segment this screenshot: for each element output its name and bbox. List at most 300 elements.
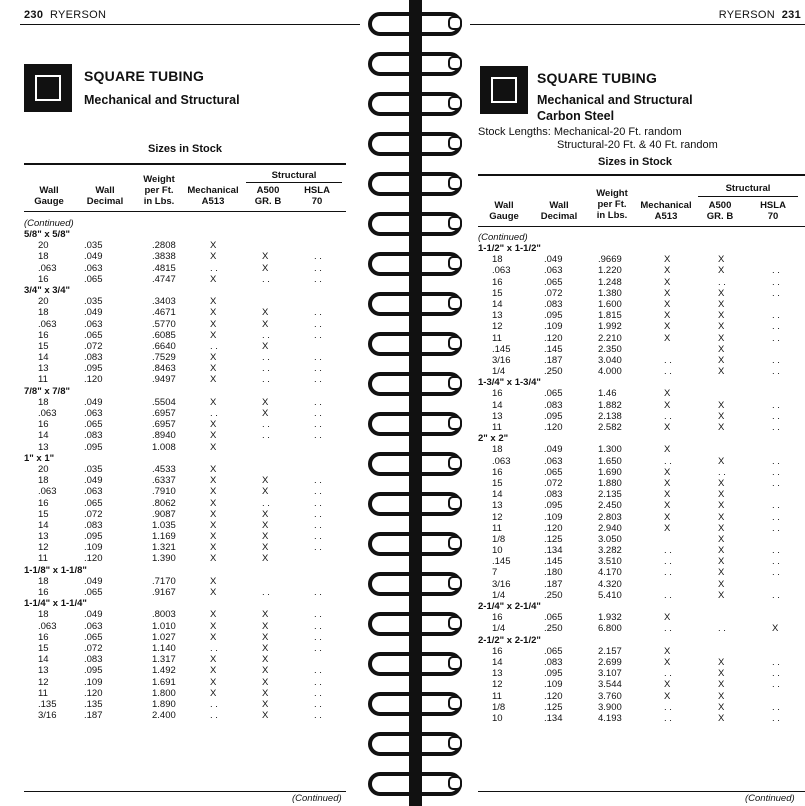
table-row — [24, 665, 346, 676]
mechanical-cell: X — [664, 399, 671, 411]
table-row — [478, 679, 805, 690]
wall-decimal-cell: .120 — [544, 690, 563, 702]
wall-gauge-cell: .063 — [38, 408, 57, 419]
left-bottom-rule — [24, 791, 346, 792]
wall-decimal-cell: .120 — [544, 422, 563, 433]
wall-gauge-cell: 16 — [492, 466, 503, 478]
binding-coil — [368, 132, 462, 156]
wall-decimal-cell: .120 — [84, 553, 103, 565]
a500-cell: . . — [262, 363, 270, 375]
mechanical-cell: X — [210, 296, 217, 308]
weight-cell: 1.027 — [152, 631, 176, 643]
wall-gauge-cell: 13 — [492, 668, 503, 680]
table-row — [478, 612, 805, 623]
binding-coil — [368, 52, 462, 76]
hsla-cell: . . — [772, 522, 780, 534]
mechanical-cell: X — [664, 466, 671, 478]
hsla-cell: . . — [314, 251, 322, 263]
a500-cell: . . — [262, 497, 270, 509]
size-section-heading — [478, 243, 805, 254]
table-row — [478, 388, 805, 399]
table-row — [24, 553, 346, 564]
weight-cell: 1.317 — [152, 654, 176, 666]
mechanical-cell: X — [664, 489, 671, 501]
hsla-cell: . . — [314, 609, 322, 621]
weight-cell: 2.803 — [598, 511, 622, 523]
weight-cell: 4.193 — [598, 712, 622, 724]
wall-decimal-cell: .065 — [84, 631, 103, 643]
table-row — [24, 531, 346, 542]
a500-cell: X — [262, 609, 269, 621]
mechanical-cell: X — [210, 497, 217, 509]
table-row — [478, 691, 805, 702]
hsla-cell: . . — [314, 273, 322, 285]
wall-decimal-cell: .065 — [544, 276, 563, 288]
table-row — [478, 702, 805, 713]
wall-gauge-cell: 14 — [492, 656, 503, 668]
wall-gauge-cell: 16 — [38, 587, 49, 598]
mechanical-cell: . . — [664, 589, 672, 601]
weight-cell: .6957 — [152, 419, 176, 431]
weight-cell: 1.650 — [598, 455, 622, 467]
wall-decimal-cell: .072 — [84, 642, 103, 654]
wall-decimal-cell: .145 — [544, 343, 563, 355]
weight-cell: .8463 — [152, 363, 176, 375]
a500-cell: X — [262, 408, 269, 419]
hsla-cell: . . — [314, 318, 322, 330]
weight-cell: .5770 — [152, 318, 176, 330]
mechanical-cell: X — [664, 645, 671, 657]
weight-cell: 1.800 — [152, 687, 176, 699]
table-row — [24, 296, 346, 307]
table-row — [478, 265, 805, 276]
right-bottom-rule — [478, 791, 805, 792]
wall-gauge-cell: 11 — [492, 690, 502, 702]
binding-coil — [368, 252, 462, 276]
a500-cell: X — [718, 489, 725, 501]
mechanical-cell: X — [664, 254, 671, 266]
hsla-cell: . . — [772, 556, 780, 568]
mechanical-cell: . . — [664, 366, 672, 378]
hsla-cell: . . — [772, 511, 780, 523]
wall-gauge-cell: 16 — [38, 497, 49, 509]
hsla-cell: . . — [314, 329, 322, 341]
table-row — [24, 609, 346, 620]
wall-decimal-cell: .049 — [84, 575, 103, 587]
right-continued-top: (Continued) — [478, 232, 528, 243]
right-subtitle: Mechanical and Structural Carbon Steel — [537, 93, 693, 123]
hsla-cell: . . — [772, 712, 780, 724]
mechanical-cell: X — [210, 318, 217, 330]
wall-decimal-cell: .072 — [544, 287, 563, 299]
hsla-cell: X — [772, 623, 779, 635]
size-section-heading — [24, 565, 346, 576]
mechanical-cell: X — [210, 352, 217, 364]
hsla-cell: . . — [772, 287, 780, 299]
right-wall-decimal-header: Wall Decimal — [540, 200, 578, 222]
weight-cell: 1.880 — [598, 477, 622, 489]
table-row — [24, 486, 346, 497]
left-subtitle: Mechanical and Structural — [84, 93, 240, 107]
left-table-body — [24, 229, 346, 721]
right-header-bottom-rule — [478, 226, 805, 227]
hsla-cell: . . — [314, 419, 322, 431]
hsla-cell: . . — [314, 620, 322, 632]
wall-decimal-cell: .063 — [84, 408, 103, 419]
weight-cell: 1.600 — [598, 298, 622, 310]
weight-cell: 3.760 — [598, 690, 622, 702]
mechanical-cell: X — [210, 251, 217, 263]
weight-cell: 2.210 — [598, 332, 622, 344]
wall-gauge-cell: .063 — [38, 318, 57, 330]
table-row — [24, 374, 346, 385]
weight-cell: 1.008 — [152, 441, 176, 453]
wall-gauge-cell: 14 — [38, 519, 49, 531]
hsla-cell: . . — [314, 475, 322, 487]
weight-cell: 1.380 — [598, 287, 622, 299]
table-row — [478, 545, 805, 556]
weight-cell: .7910 — [152, 486, 176, 498]
right-continued-bottom: (Continued) — [745, 793, 795, 804]
a500-cell: X — [718, 354, 725, 366]
binding-coil — [368, 572, 462, 596]
mechanical-cell: X — [210, 542, 217, 554]
wall-decimal-cell: .109 — [544, 321, 563, 333]
table-row — [24, 419, 346, 430]
wall-decimal-cell: .095 — [84, 441, 103, 453]
mechanical-cell: X — [210, 273, 217, 285]
wall-decimal-cell: .250 — [544, 366, 563, 378]
a500-cell: X — [718, 410, 725, 422]
hsla-cell: . . — [314, 519, 322, 531]
left-title: SQUARE TUBING — [84, 68, 205, 84]
hsla-cell: . . — [772, 701, 780, 713]
mechanical-cell: X — [664, 511, 671, 523]
weight-cell: .8003 — [152, 609, 176, 621]
hsla-cell: . . — [314, 352, 322, 364]
a500-cell: X — [718, 578, 725, 590]
table-row — [24, 397, 346, 408]
wall-decimal-cell: .083 — [544, 656, 563, 668]
hsla-cell: . . — [772, 399, 780, 411]
mechanical-cell: X — [664, 444, 671, 456]
mechanical-cell: . . — [210, 710, 218, 722]
mechanical-cell: . . — [664, 712, 672, 724]
wall-decimal-cell: .083 — [544, 489, 563, 501]
hsla-cell: . . — [772, 366, 780, 378]
table-row — [24, 699, 346, 710]
hsla-cell: . . — [772, 410, 780, 422]
left-structural-rule — [246, 182, 342, 183]
size-section-heading — [24, 229, 346, 240]
hsla-cell: . . — [772, 679, 780, 691]
mechanical-cell: X — [664, 679, 671, 691]
spiral-binding — [360, 0, 470, 806]
a500-cell: X — [718, 310, 725, 322]
a500-cell: X — [718, 556, 725, 568]
weight-cell: .8062 — [152, 497, 176, 509]
hsla-cell: . . — [314, 665, 322, 677]
binding-coil — [368, 292, 462, 316]
weight-cell: 1.691 — [152, 676, 176, 688]
wall-decimal-cell: .049 — [544, 444, 563, 456]
wall-decimal-cell: .065 — [544, 612, 563, 624]
wall-gauge-cell: 14 — [38, 352, 49, 364]
weight-cell: 2.450 — [598, 500, 622, 512]
table-row — [24, 363, 346, 374]
weight-cell: 5.410 — [598, 589, 622, 601]
mechanical-cell: X — [664, 690, 671, 702]
mechanical-cell: X — [210, 553, 217, 565]
wall-gauge-cell: 16 — [492, 612, 503, 624]
a500-cell: X — [718, 399, 725, 411]
a500-cell: X — [262, 262, 269, 274]
right-structural-rule — [698, 196, 798, 197]
binding-coil — [368, 772, 462, 796]
hsla-cell: . . — [772, 477, 780, 489]
wall-gauge-cell: 18 — [38, 475, 49, 487]
a500-cell: X — [262, 396, 269, 408]
a500-cell: X — [718, 332, 725, 344]
a500-cell: . . — [262, 273, 270, 285]
hsla-cell: . . — [772, 545, 780, 557]
a500-cell: X — [718, 321, 725, 333]
table-row — [478, 512, 805, 523]
hsla-cell: . . — [314, 698, 322, 710]
a500-cell: X — [718, 567, 725, 579]
wall-decimal-cell: .120 — [84, 687, 103, 699]
table-row — [478, 646, 805, 657]
table-row — [478, 277, 805, 288]
a500-cell: . . — [262, 587, 270, 598]
left-folio: 230 RYERSON — [24, 9, 107, 21]
size-section-heading — [478, 433, 805, 444]
wall-gauge-cell: 1/4 — [492, 589, 506, 601]
wall-decimal-cell: .120 — [544, 522, 563, 534]
mechanical-cell: X — [210, 531, 217, 543]
size-section-label: 2" x 2" — [478, 433, 509, 445]
wall-decimal-cell: .095 — [544, 310, 563, 322]
mechanical-cell: . . — [210, 340, 218, 352]
mechanical-cell: X — [664, 500, 671, 512]
left-a500-header: A500 GR. B — [254, 185, 282, 207]
wall-gauge-cell: 11 — [492, 332, 502, 344]
hsla-cell: . . — [314, 587, 322, 598]
wall-decimal-cell: .250 — [544, 589, 563, 601]
wall-gauge-cell: 13 — [492, 500, 503, 512]
a500-cell: X — [262, 710, 269, 722]
wall-gauge-cell: 18 — [492, 444, 503, 456]
wall-decimal-cell: .095 — [544, 668, 563, 680]
wall-decimal-cell: .065 — [84, 273, 103, 285]
wall-gauge-cell: 20 — [38, 296, 49, 308]
wall-decimal-cell: .083 — [84, 352, 103, 364]
wall-gauge-cell: .063 — [38, 620, 57, 632]
mechanical-cell: X — [664, 612, 671, 624]
wall-gauge-cell: 15 — [38, 508, 49, 520]
table-row — [24, 307, 346, 318]
left-hsla-header: HSLA 70 — [304, 185, 330, 207]
mechanical-cell: X — [664, 276, 671, 288]
wall-gauge-cell: 1/4 — [492, 623, 506, 635]
table-row — [24, 542, 346, 553]
wall-gauge-cell: 18 — [38, 396, 49, 408]
weight-cell: 1.46 — [598, 388, 617, 400]
a500-cell: X — [718, 656, 725, 668]
a500-cell: X — [718, 343, 725, 355]
binding-coil — [368, 92, 462, 116]
mechanical-cell: X — [210, 329, 217, 341]
a500-cell: . . — [718, 276, 726, 288]
wall-decimal-cell: .083 — [544, 399, 563, 411]
table-row — [24, 341, 346, 352]
wall-gauge-cell: .063 — [492, 455, 511, 467]
right-title: SQUARE TUBING — [537, 70, 658, 86]
table-row — [478, 534, 805, 545]
a500-cell: X — [718, 287, 725, 299]
weight-cell: .3403 — [152, 296, 176, 308]
wall-decimal-cell: .120 — [84, 374, 103, 386]
wall-decimal-cell: .049 — [544, 254, 563, 266]
wall-gauge-cell: 15 — [492, 477, 503, 489]
right-top-rule — [470, 24, 805, 25]
wall-gauge-cell: 18 — [38, 609, 49, 621]
mechanical-cell: X — [210, 676, 217, 688]
wall-decimal-cell: .035 — [84, 240, 103, 252]
weight-cell: .7170 — [152, 575, 176, 587]
wall-gauge-cell: 16 — [492, 388, 503, 400]
mechanical-cell: X — [210, 620, 217, 632]
binding-coil — [368, 732, 462, 756]
size-section-label: 3/4" x 3/4" — [24, 284, 70, 296]
wall-gauge-cell: 12 — [492, 321, 503, 333]
wall-decimal-cell: .083 — [84, 654, 103, 666]
wall-gauge-cell: 11 — [492, 522, 502, 534]
weight-cell: 3.107 — [598, 668, 622, 680]
wall-gauge-cell: 16 — [492, 276, 503, 288]
mechanical-cell: X — [210, 687, 217, 699]
wall-gauge-cell: 12 — [492, 511, 503, 523]
mechanical-cell: X — [664, 321, 671, 333]
hsla-cell: . . — [314, 676, 322, 688]
left-page — [0, 0, 360, 806]
a500-cell: X — [262, 620, 269, 632]
table-row — [24, 442, 346, 453]
wall-gauge-cell: .135 — [38, 698, 57, 710]
a500-cell: X — [718, 500, 725, 512]
table-row — [24, 654, 346, 665]
mechanical-cell: X — [210, 430, 217, 442]
weight-cell: 2.138 — [598, 410, 622, 422]
a500-cell: X — [262, 542, 269, 554]
table-row — [478, 299, 805, 310]
wall-gauge-cell: 12 — [492, 679, 503, 691]
binding-coil — [368, 532, 462, 556]
a500-cell: X — [718, 522, 725, 534]
wall-gauge-cell: 11 — [38, 553, 48, 565]
mechanical-cell: . . — [664, 668, 672, 680]
a500-cell: . . — [262, 374, 270, 386]
wall-decimal-cell: .065 — [84, 329, 103, 341]
table-row — [478, 579, 805, 590]
right-wall-gauge-header: Wall Gauge — [489, 200, 519, 222]
a500-cell: X — [718, 533, 725, 545]
wall-decimal-cell: .035 — [84, 463, 103, 475]
left-continued-top: (Continued) — [24, 218, 74, 229]
mechanical-cell: . . — [210, 408, 218, 419]
table-row — [478, 668, 805, 679]
weight-cell: 2.582 — [598, 422, 622, 433]
weight-cell: 1.815 — [598, 310, 622, 322]
wall-decimal-cell: .187 — [84, 710, 103, 722]
left-wall-gauge-header: Wall Gauge — [34, 185, 64, 207]
wall-decimal-cell: .072 — [84, 508, 103, 520]
mechanical-cell: X — [210, 486, 217, 498]
mechanical-cell: . . — [664, 545, 672, 557]
mechanical-cell: . . — [664, 556, 672, 568]
wall-gauge-cell: 1/4 — [492, 366, 506, 378]
weight-cell: 3.282 — [598, 545, 622, 557]
table-row — [478, 400, 805, 411]
weight-cell: .6085 — [152, 329, 176, 341]
table-row — [478, 288, 805, 299]
table-row — [478, 556, 805, 567]
weight-cell: .7529 — [152, 352, 176, 364]
binding-coil — [368, 212, 462, 236]
wall-decimal-cell: .109 — [84, 676, 103, 688]
size-section-heading — [24, 285, 346, 296]
weight-cell: 1.169 — [152, 531, 176, 543]
right-page — [470, 0, 805, 806]
wall-decimal-cell: .065 — [544, 645, 563, 657]
table-row — [478, 422, 805, 433]
wall-decimal-cell: .049 — [84, 475, 103, 487]
weight-cell: 1.992 — [598, 321, 622, 333]
wall-gauge-cell: 14 — [492, 489, 503, 501]
binding-spine — [409, 0, 422, 806]
a500-cell: X — [262, 508, 269, 520]
wall-decimal-cell: .145 — [544, 556, 563, 568]
mechanical-cell: X — [664, 310, 671, 322]
wall-decimal-cell: .109 — [84, 542, 103, 554]
weight-cell: 2.940 — [598, 522, 622, 534]
mechanical-cell: . . — [664, 701, 672, 713]
table-row — [478, 321, 805, 332]
weight-cell: .3838 — [152, 251, 176, 263]
table-row — [24, 475, 346, 486]
size-section-label: 7/8" x 7/8" — [24, 385, 70, 397]
right-structural-header: Structural — [725, 183, 771, 194]
left-top-rule — [20, 24, 360, 25]
a500-cell: . . — [262, 419, 270, 431]
wall-gauge-cell: 12 — [38, 676, 49, 688]
size-section-label: 1-1/2" x 1-1/2" — [478, 243, 541, 254]
hsla-cell: . . — [314, 687, 322, 699]
a500-cell: X — [718, 422, 725, 433]
hsla-cell: . . — [314, 307, 322, 319]
left-weight-header: Weight per Ft. in Lbs. — [143, 174, 175, 207]
a500-cell: X — [262, 665, 269, 677]
wall-decimal-cell: .072 — [84, 340, 103, 352]
wall-gauge-cell: 13 — [38, 531, 49, 543]
mechanical-cell: X — [664, 477, 671, 489]
mechanical-cell: X — [210, 374, 217, 386]
size-section-label: 5/8" x 5/8" — [24, 229, 70, 240]
binding-coil — [368, 412, 462, 436]
wall-gauge-cell: 18 — [492, 254, 503, 266]
wall-gauge-cell: 13 — [38, 665, 49, 677]
mechanical-cell: X — [664, 522, 671, 534]
